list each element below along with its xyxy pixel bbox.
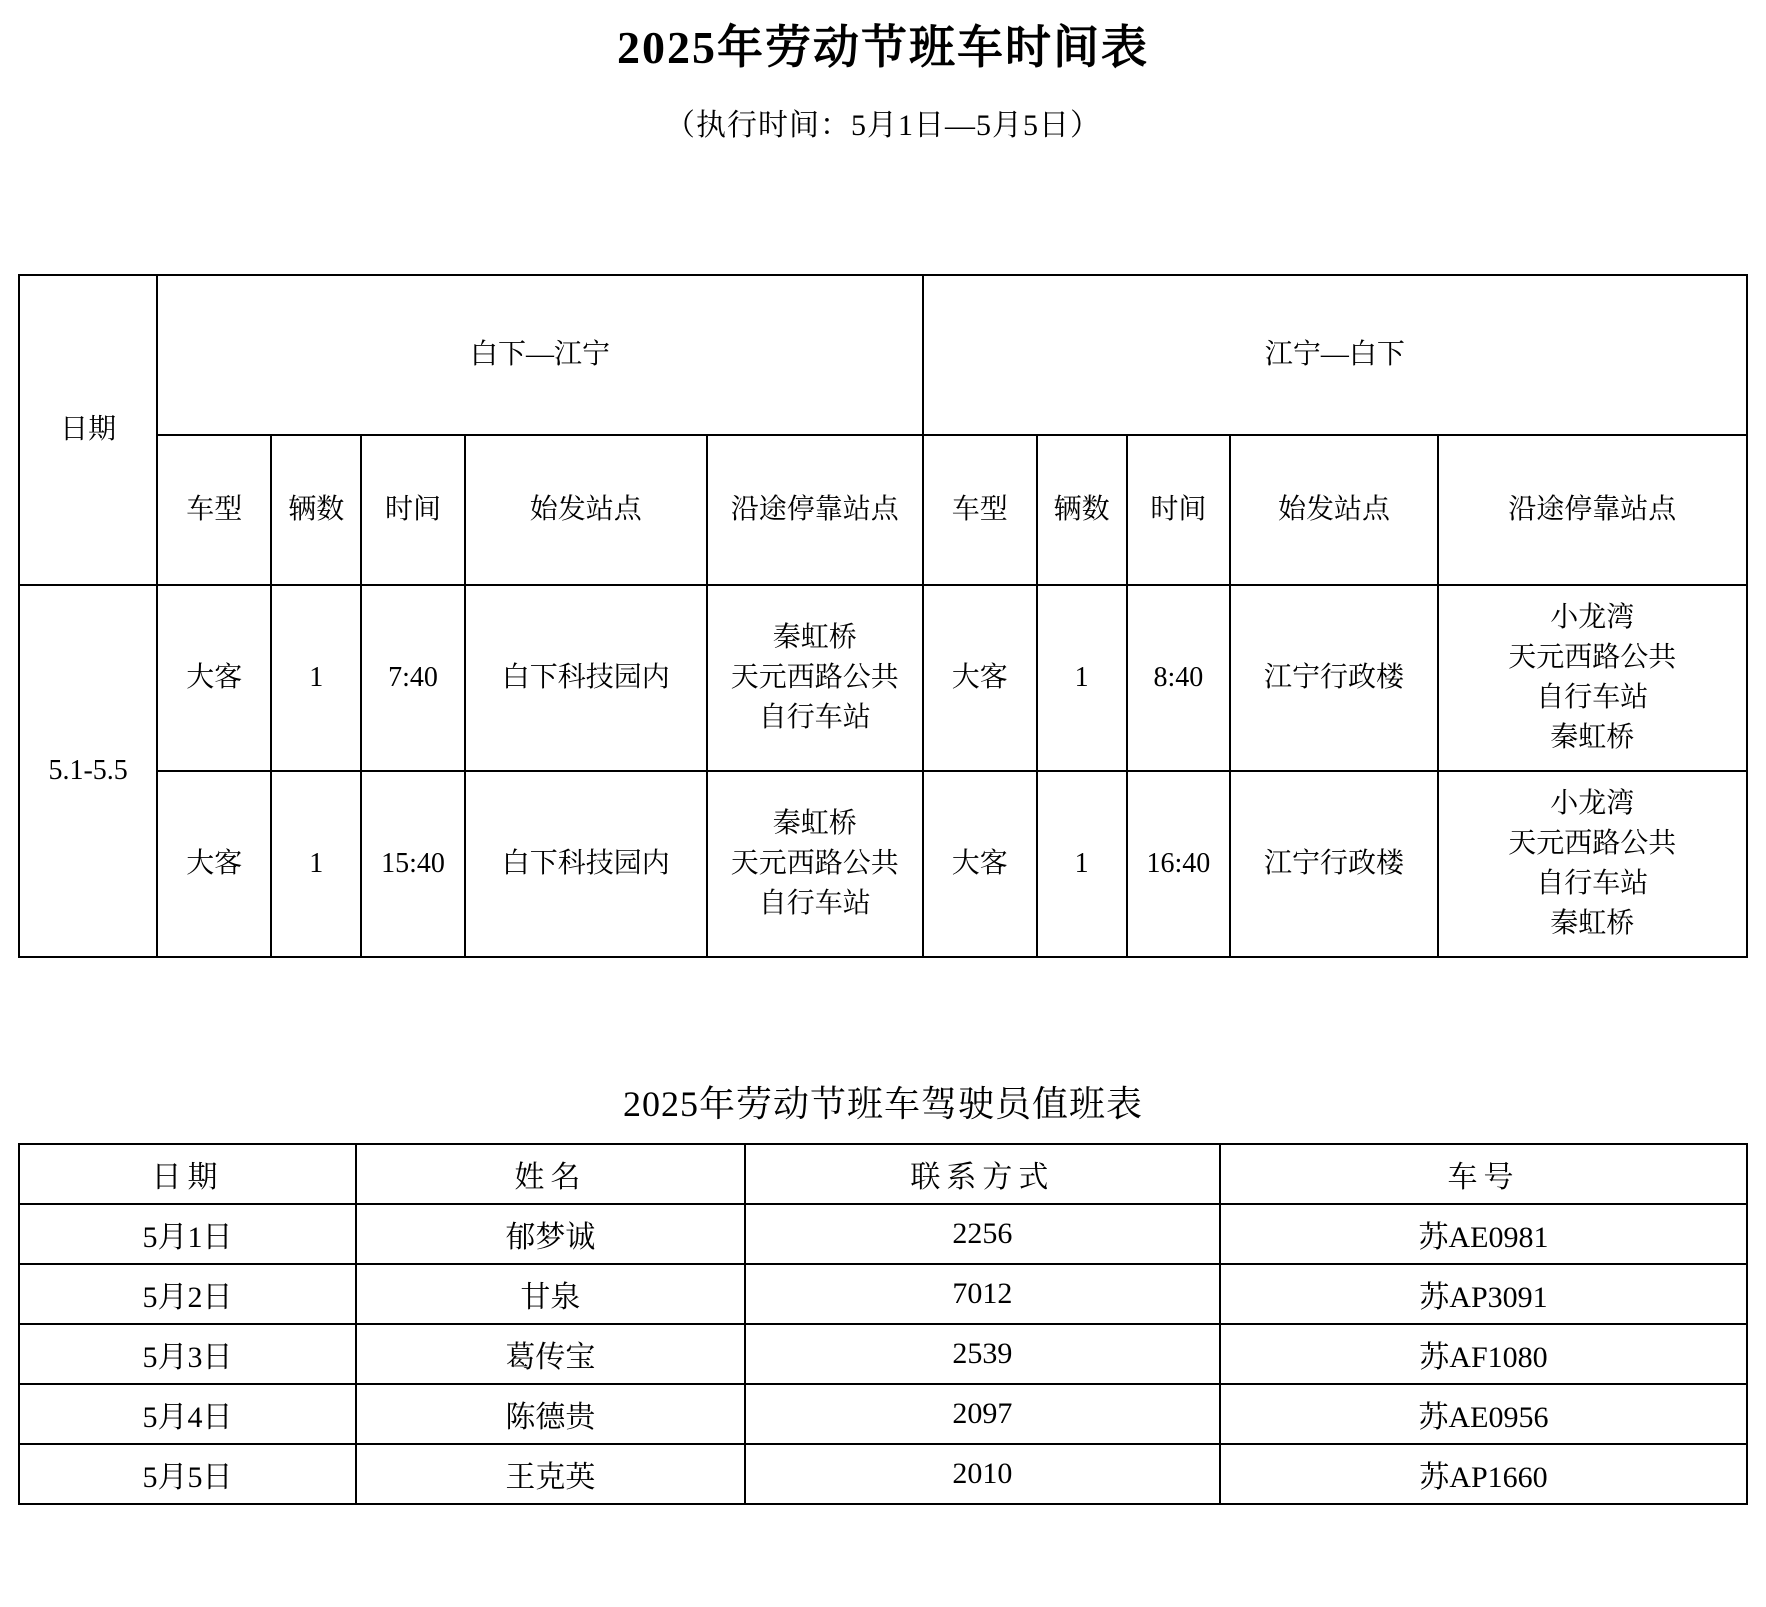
cell-inbound-time: 16:40	[1127, 771, 1231, 957]
schedule-table	[18, 274, 1748, 958]
table-header-row-directions	[19, 275, 1747, 435]
cell-inbound-origin: 江宁行政楼	[1230, 771, 1437, 957]
driver-cell-plate: 苏AF1080	[1220, 1324, 1747, 1384]
header-outbound-time: 时间	[361, 435, 465, 585]
table-row	[19, 585, 1747, 771]
driver-header-date: 日期	[19, 1144, 356, 1204]
table-header-row-columns	[19, 435, 1747, 585]
driver-cell-date: 5月3日	[19, 1324, 356, 1384]
driver-cell-phone: 7012	[745, 1264, 1220, 1324]
driver-table-container	[18, 958, 1748, 1505]
driver-cell-date: 5月5日	[19, 1444, 356, 1504]
cell-outbound-origin: 白下科技园内	[465, 585, 707, 771]
driver-cell-date: 5月4日	[19, 1384, 356, 1444]
driver-cell-phone: 2010	[745, 1444, 1220, 1504]
driver-cell-phone: 2256	[745, 1204, 1220, 1264]
cell-inbound-vehicle-type: 大客	[923, 585, 1037, 771]
cell-inbound-stops: 小龙湾 天元西路公共 自行车站 秦虹桥	[1438, 585, 1747, 771]
driver-header-plate: 车号	[1220, 1144, 1747, 1204]
cell-inbound-origin: 江宁行政楼	[1230, 585, 1437, 771]
table-row	[19, 771, 1747, 957]
header-inbound-vehicle-type: 车型	[923, 435, 1037, 585]
cell-inbound-vehicle-type: 大客	[923, 771, 1037, 957]
driver-cell-phone: 2097	[745, 1384, 1220, 1444]
header-inbound-stops: 沿途停靠站点	[1438, 435, 1747, 585]
cell-inbound-count: 1	[1037, 585, 1127, 771]
cell-date-range: 5.1-5.5	[19, 585, 157, 957]
header-direction-outbound: 白下—江宁	[157, 275, 922, 435]
driver-cell-date: 5月2日	[19, 1264, 356, 1324]
table-row	[19, 1384, 1747, 1444]
document-page	[0, 10, 1766, 1505]
cell-outbound-stops: 秦虹桥 天元西路公共 自行车站	[707, 585, 923, 771]
driver-cell-phone: 2539	[745, 1324, 1220, 1384]
driver-header-phone: 联系方式	[745, 1144, 1220, 1204]
driver-cell-name: 郁梦诚	[356, 1204, 745, 1264]
header-date: 日期	[19, 275, 157, 585]
cell-outbound-origin: 白下科技园内	[465, 771, 707, 957]
cell-outbound-vehicle-type: 大客	[157, 771, 271, 957]
driver-cell-name: 王克英	[356, 1444, 745, 1504]
driver-cell-plate: 苏AE0981	[1220, 1204, 1747, 1264]
header-outbound-stops: 沿途停靠站点	[707, 435, 923, 585]
cell-inbound-count: 1	[1037, 771, 1127, 957]
driver-cell-plate: 苏AP1660	[1220, 1444, 1747, 1504]
driver-cell-date: 5月1日	[19, 1204, 356, 1264]
header-outbound-origin: 始发站点	[465, 435, 707, 585]
header-inbound-count: 辆数	[1037, 435, 1127, 585]
driver-cell-name: 葛传宝	[356, 1324, 745, 1384]
driver-cell-name: 甘泉	[356, 1264, 745, 1324]
page-subtitle: （执行时间：5月1日—5月5日）	[665, 108, 1101, 142]
cell-outbound-count: 1	[271, 771, 361, 957]
driver-cell-plate: 苏AE0956	[1220, 1384, 1747, 1444]
cell-inbound-stops: 小龙湾 天元西路公共 自行车站 秦虹桥	[1438, 771, 1747, 957]
driver-header-name: 姓名	[356, 1144, 745, 1204]
driver-cell-name: 陈德贵	[356, 1384, 745, 1444]
header-direction-inbound: 江宁—白下	[923, 275, 1747, 435]
cell-outbound-stops: 秦虹桥 天元西路公共 自行车站	[707, 771, 923, 957]
driver-table-title: 2025年劳动节班车驾驶员值班表	[622, 1083, 1143, 1124]
driver-cell-plate: 苏AP3091	[1220, 1264, 1747, 1324]
header-inbound-origin: 始发站点	[1230, 435, 1437, 585]
header-outbound-vehicle-type: 车型	[157, 435, 271, 585]
table-row	[19, 1264, 1747, 1324]
schedule-table-container	[18, 144, 1748, 958]
driver-table-header-row	[19, 1144, 1747, 1204]
table-row	[19, 1324, 1747, 1384]
cell-outbound-count: 1	[271, 585, 361, 771]
table-row	[19, 1204, 1747, 1264]
header-inbound-time: 时间	[1127, 435, 1231, 585]
cell-outbound-time: 7:40	[361, 585, 465, 771]
driver-table	[18, 1143, 1748, 1505]
cell-outbound-vehicle-type: 大客	[157, 585, 271, 771]
page-title: 2025年劳动节班车时间表	[617, 22, 1149, 73]
cell-inbound-time: 8:40	[1127, 585, 1231, 771]
cell-outbound-time: 15:40	[361, 771, 465, 957]
header-outbound-count: 辆数	[271, 435, 361, 585]
table-row	[19, 1444, 1747, 1504]
